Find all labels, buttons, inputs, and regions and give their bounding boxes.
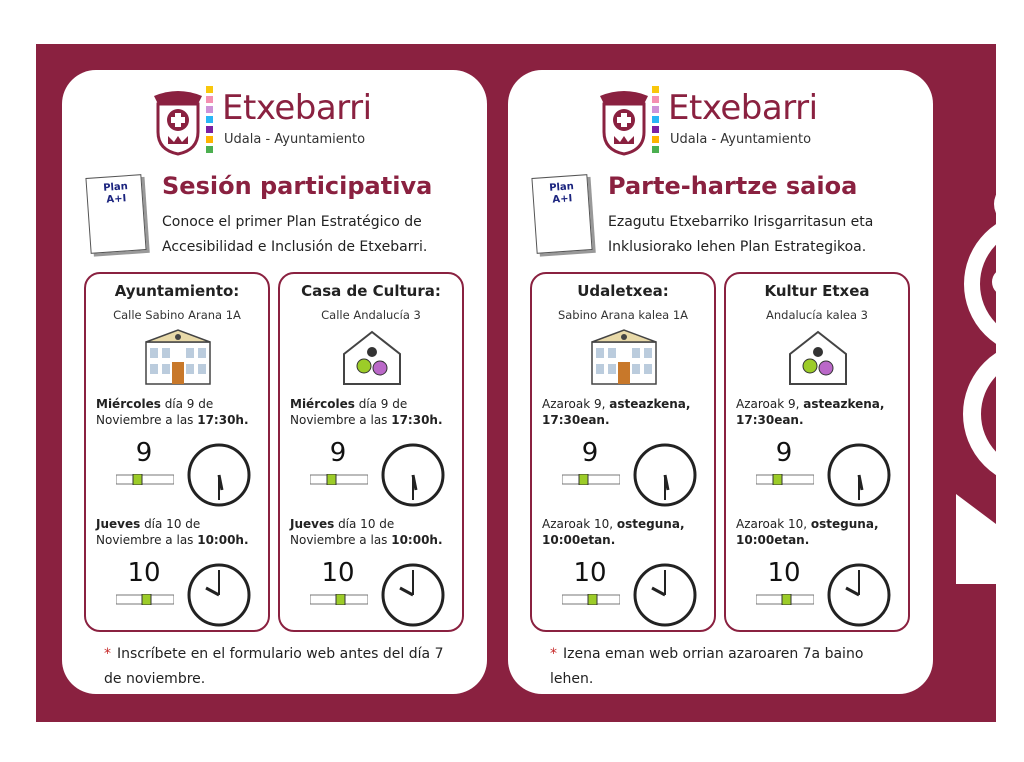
etxebarri-logo [150, 80, 390, 162]
session-2-text [542, 516, 714, 548]
weekday-strip-icon [756, 474, 814, 485]
session-1-date: Azaroak 9, [736, 397, 804, 411]
day-number: 10 [767, 558, 801, 588]
venue-name: Udaletxea: [577, 282, 669, 300]
panel-spanish [62, 70, 487, 694]
session-2-date: Azaroak 10, [736, 517, 811, 531]
booklet-title-2: A+I [552, 193, 573, 206]
panel-basque [508, 70, 933, 694]
note-asterisk: * [550, 646, 557, 662]
session-1-text [290, 396, 462, 428]
color-bars [652, 86, 660, 156]
session-1-text [736, 396, 908, 428]
clock-1730-icon [380, 442, 446, 508]
coat-of-arms-icon [150, 86, 206, 156]
poster-frame [36, 44, 996, 722]
venue-card-kultur-etxea [724, 272, 910, 632]
session-1-time: 17:30h. [197, 413, 249, 427]
coat-of-arms-icon [596, 86, 652, 156]
session-1-day: asteazkena [803, 397, 880, 411]
note-text: Izena eman web orrian azaroaren 7a baino lehen. [550, 646, 864, 687]
plan-booklet-icon [84, 174, 148, 256]
note-asterisk: * [104, 646, 111, 662]
logo-name: Etxebarri [222, 88, 372, 128]
session-2-day: osteguna [616, 517, 680, 531]
clock-1730-icon [826, 442, 892, 508]
venue-name: Casa de Cultura: [301, 282, 441, 300]
venue-name: Ayuntamiento: [114, 282, 240, 300]
venue-address: Andalucía kalea 3 [765, 308, 868, 322]
culture-house-icon [338, 328, 406, 386]
session-2-text [736, 516, 908, 548]
town-hall-icon [590, 328, 658, 386]
logo-name: Etxebarri [668, 88, 818, 128]
panel-intro: Conoce el primer Plan Estratégico de Accesibilidad e Inclusión de Etxebarri. [162, 214, 428, 255]
logo-subtitle: Udala - Ayuntamiento [224, 132, 366, 147]
panel-title: Sesión participativa [162, 172, 433, 200]
day-number: 9 [775, 438, 793, 468]
session-1-date: día 9 de Noviembre a las [290, 397, 408, 427]
session-2-text [290, 516, 462, 548]
color-bars [206, 86, 214, 156]
session-2-day: Jueves [290, 517, 335, 531]
session-1-day: asteazkena [609, 397, 686, 411]
weekday-strip-icon [310, 594, 368, 605]
session-1-day: Miércoles [96, 397, 161, 411]
session-2-time: , 10:00etan. [542, 517, 685, 547]
day-number: 10 [573, 558, 607, 588]
booklet-title-2: A+I [106, 193, 127, 206]
clock-1000-icon [826, 562, 892, 628]
session-2-date: día 10 de Noviembre a las [96, 517, 201, 547]
weekday-strip-icon [116, 594, 174, 605]
session-2-date: día 10 de Noviembre a las [290, 517, 395, 547]
session-2-date: Azaroak 10, [542, 517, 617, 531]
booklet-title-1: Plan [102, 181, 129, 194]
plan-booklet-icon [530, 174, 594, 256]
venue-card-udaletxea [530, 272, 716, 632]
session-1-text [542, 396, 714, 428]
session-1-date: Azaroak 9, [542, 397, 610, 411]
registration-note [550, 642, 910, 692]
weekday-strip-icon [310, 474, 368, 485]
weekday-strip-icon [756, 594, 814, 605]
culture-house-icon [784, 328, 852, 386]
venue-card-casa-de-cultura [278, 272, 464, 632]
clock-1000-icon [186, 562, 252, 628]
crest-decoration-icon [936, 164, 996, 624]
session-2-day: osteguna [810, 517, 874, 531]
session-1-day: Miércoles [290, 397, 355, 411]
clock-1730-icon [186, 442, 252, 508]
session-2-time: 10:00h. [391, 533, 443, 547]
panel-title: Parte-hartze saioa [608, 172, 858, 200]
clock-1000-icon [380, 562, 446, 628]
note-text: Inscríbete en el formulario web antes del día 7 de noviembre. [104, 646, 444, 687]
session-1-time: , 17:30ean. [542, 397, 691, 427]
clock-1000-icon [632, 562, 698, 628]
session-1-time: 17:30h. [391, 413, 443, 427]
weekday-strip-icon [116, 474, 174, 485]
session-2-time: , 10:00etan. [736, 517, 879, 547]
session-1-time: , 17:30ean. [736, 397, 885, 427]
session-2-day: Jueves [96, 517, 141, 531]
venue-card-ayuntamiento [84, 272, 270, 632]
session-2-time: 10:00h. [197, 533, 249, 547]
session-1-date: día 9 de Noviembre a las [96, 397, 214, 427]
day-number: 9 [135, 438, 153, 468]
registration-note [104, 642, 464, 692]
venue-address: Sabino Arana kalea 1A [557, 308, 689, 322]
booklet-title-1: Plan [548, 181, 575, 194]
session-2-text [96, 516, 268, 548]
weekday-strip-icon [562, 474, 620, 485]
etxebarri-logo [596, 80, 836, 162]
venue-name: Kultur Etxea [764, 282, 870, 300]
logo-subtitle: Udala - Ayuntamiento [670, 132, 812, 147]
session-1-text [96, 396, 268, 428]
clock-1730-icon [632, 442, 698, 508]
day-number: 9 [329, 438, 347, 468]
town-hall-icon [144, 328, 212, 386]
day-number: 10 [127, 558, 161, 588]
day-number: 10 [321, 558, 355, 588]
venue-address: Calle Sabino Arana 1A [113, 308, 241, 322]
panel-intro: Ezagutu Etxebarriko Irisgarritasun eta Inklusiorako lehen Plan Estrategikoa. [608, 214, 874, 255]
venue-address: Calle Andalucía 3 [321, 308, 421, 322]
weekday-strip-icon [562, 594, 620, 605]
day-number: 9 [581, 438, 599, 468]
